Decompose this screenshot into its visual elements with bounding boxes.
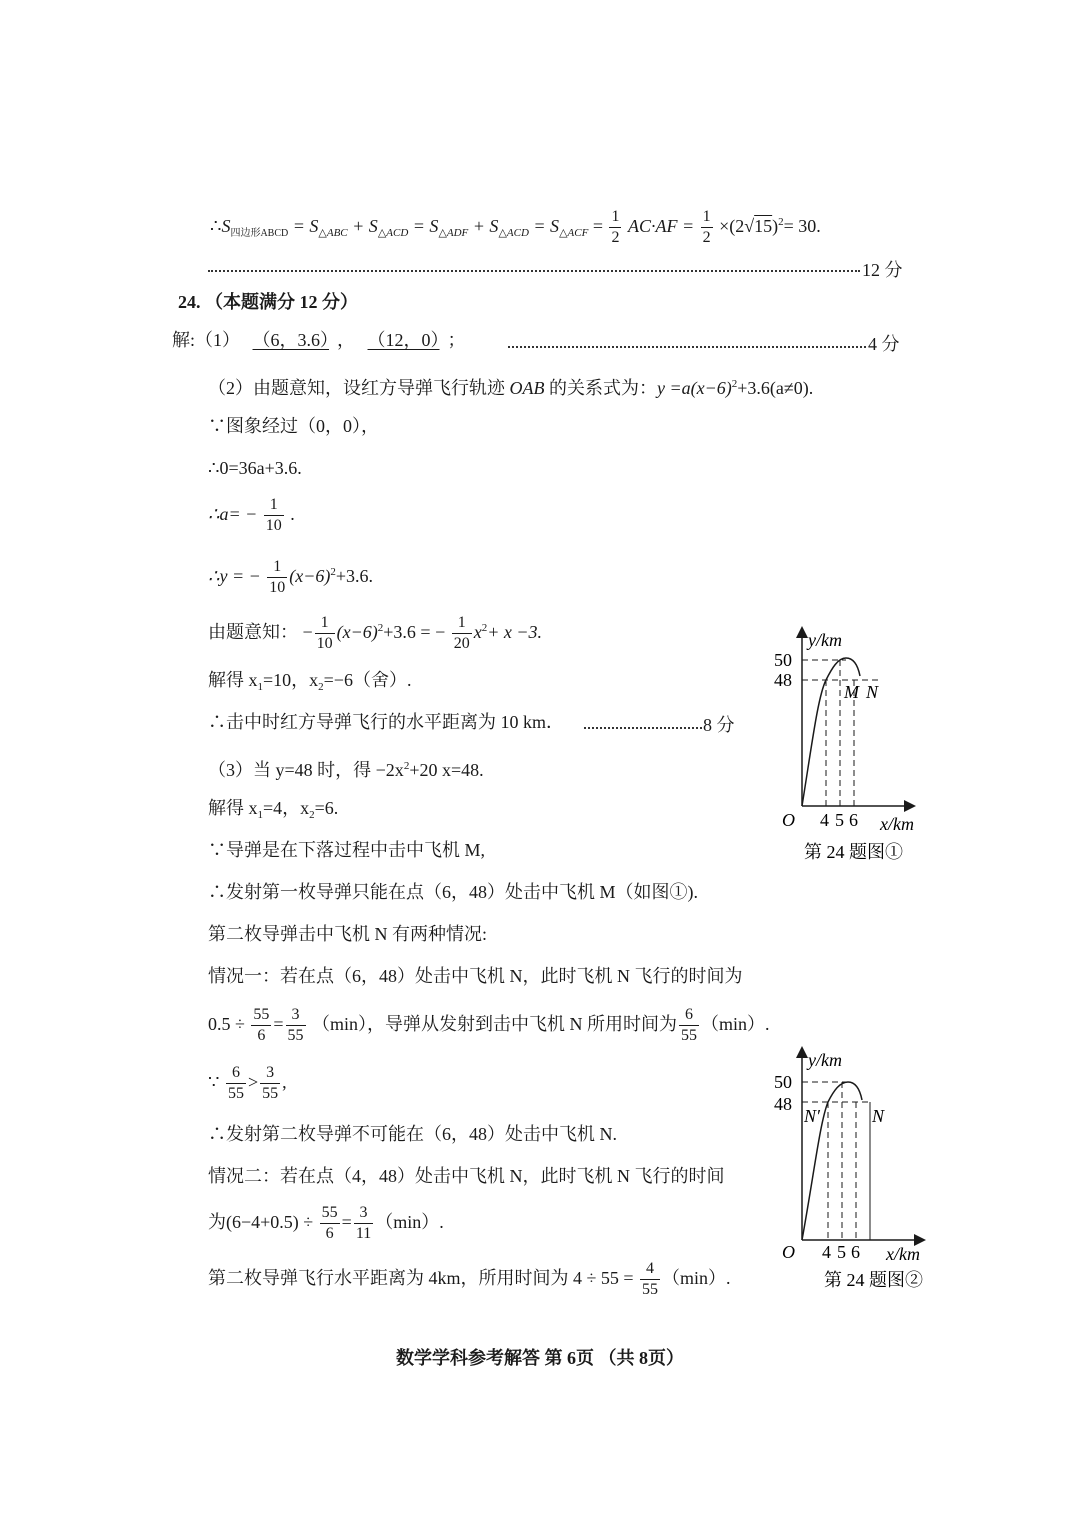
frac-num: 1 [315, 613, 335, 634]
point-m-label: M [844, 682, 859, 702]
c1-tail: （min）. [701, 1014, 770, 1034]
compare-times [208, 1060, 287, 1104]
x-axis-label: x/km [880, 814, 914, 834]
area-plus1: + S [352, 216, 378, 236]
frac-den: 55 [227, 1085, 244, 1103]
area-tail2: ) [772, 216, 779, 236]
tick-x4: 4 [820, 810, 829, 830]
fraction-c2a [320, 1203, 340, 1244]
cmp-tail: , [282, 1072, 287, 1092]
fraction-cmp1 [226, 1063, 246, 1104]
fraction-half-2 [701, 207, 713, 248]
a-tail: . [290, 504, 295, 524]
fraction-c2b [354, 1203, 373, 1244]
sqrt-value: 15 [754, 216, 773, 236]
dot-leader-8 [584, 727, 702, 729]
solve1-mid: =10，x [263, 670, 319, 690]
frac-den: 10 [265, 517, 282, 535]
last-pre: 第二枚导弹飞行水平距离为 4km，所用时间为 4 ÷ 55 = [208, 1268, 634, 1288]
area-eq1: = S [292, 216, 319, 236]
figure-2 [760, 1044, 950, 1294]
p3-sup: 2 [403, 760, 410, 772]
tick-50: 50 [774, 650, 792, 670]
cond-sup: 2 [377, 622, 384, 634]
frac-den: 11 [355, 1225, 372, 1243]
solve-x-first [208, 668, 411, 699]
p2-formula-tail: +3.6(a≠0). [737, 378, 814, 398]
figure-1 [760, 624, 950, 868]
answer-point-a: （6，3.6） [252, 330, 330, 350]
frac-num: 55 [320, 1203, 340, 1224]
cond-mid2: +3.6 = − [383, 622, 446, 642]
c2-pre: 为(6−4+0.5) ÷ [208, 1212, 314, 1232]
frac-den: 2 [611, 229, 620, 247]
score-8: 8 分 [703, 715, 735, 735]
second-missile-cases: 第二枚导弹击中飞机 N 有两种情况: [208, 924, 487, 944]
solve1-pre: 解得 x [208, 670, 258, 690]
fraction-cmp2 [260, 1063, 280, 1104]
area-sub-quad: 四边形ABCD [230, 228, 289, 239]
tick-x4: 4 [822, 1242, 831, 1262]
cond-tail: x [473, 622, 482, 642]
area-result: = 30. [783, 216, 821, 236]
frac-den: 55 [681, 1027, 698, 1045]
tick-x6: 6 [851, 1242, 860, 1262]
figure-2-caption: 第 24 题图② [824, 1270, 923, 1290]
first-missile: ∴发射第一枚导弹只能在点（6，48）处击中飞机 M（如图①). [208, 882, 698, 902]
c2-tail: （min）. [375, 1212, 444, 1232]
dot-leader-4 [508, 346, 866, 348]
tick-x6: 6 [849, 810, 858, 830]
part3-setup [208, 754, 484, 782]
frac-num: 1 [452, 613, 472, 634]
solve-x-second [208, 796, 338, 827]
frac-num: 6 [679, 1005, 699, 1026]
frac-den: 20 [453, 635, 470, 653]
frac-num: 6 [226, 1063, 246, 1084]
case-one-calc [208, 1002, 770, 1046]
case-two: 情况二：若在点（4，48）处击中飞机 N，此时飞机 N 飞行的时间 [208, 1166, 725, 1186]
y-sup: 2 [330, 566, 336, 578]
equation-zero: ∴0=36a+3.6. [208, 458, 302, 478]
cmp-gt: > [247, 1072, 259, 1092]
cond-tail2: + x −3. [487, 622, 543, 642]
solution-part1 [172, 328, 466, 352]
value-a [208, 492, 295, 536]
fraction-last [640, 1259, 660, 1300]
tick-48: 48 [774, 670, 792, 690]
area-acaf: AC·AF = [627, 216, 695, 236]
frac-num: 1 [609, 207, 621, 228]
fraction-y [267, 557, 287, 598]
last-line [208, 1256, 731, 1300]
p3-tail: +20 x=48. [409, 760, 484, 780]
solution-label: 解:（1） [172, 330, 241, 350]
frac-den: 55 [262, 1085, 279, 1103]
part2-setup [208, 372, 813, 400]
score-4: 4 分 [868, 334, 900, 354]
c1-eq: = [273, 1014, 284, 1034]
frac-den: 10 [316, 635, 333, 653]
y-axis-label: y/km [808, 1050, 842, 1070]
cond-mid: (x−6) [336, 622, 378, 642]
solve2-sub2: 2 [309, 809, 315, 821]
area-eq2: = S [412, 216, 439, 236]
tick-48: 48 [774, 1094, 792, 1114]
solve2-tail: =6. [314, 798, 339, 818]
cond-sup2: 2 [481, 622, 488, 634]
frac-den: 2 [702, 229, 711, 247]
fraction-c1c [679, 1005, 699, 1046]
area-square: 2 [778, 216, 784, 228]
frac-num: 55 [251, 1005, 271, 1026]
frac-num: 3 [354, 1203, 373, 1224]
y-tail2: +3.6. [335, 566, 374, 586]
page-footer: 数学学科参考解答 第 6页 （共 8页） [396, 1348, 684, 1368]
p3-pre: （3）当 y=48 时，得 −2x [208, 760, 404, 780]
sqrt-symbol: √ [744, 216, 755, 236]
c2-eq: = [341, 1212, 352, 1232]
area-equation [210, 204, 821, 252]
fraction-cond2 [452, 613, 472, 654]
area-plus2: + S [472, 216, 499, 236]
sub-abc: △ABC [318, 227, 348, 239]
solve1-sub2: 2 [318, 681, 324, 693]
cond-pre: 由题意知： [208, 622, 298, 642]
point-n-label: N [872, 1106, 885, 1126]
p2-sup: 2 [731, 378, 738, 390]
area-tail1: ×(2 [719, 216, 745, 236]
sub-acf: △ACF [559, 227, 589, 239]
point-n-prime-label: N′ [804, 1106, 820, 1126]
y-axis-label: y/km [808, 630, 842, 650]
solve2-mid: =4，x [263, 798, 310, 818]
point-n-label: N [866, 682, 879, 702]
score-12: 12 分 [862, 260, 903, 280]
frac-den: 6 [325, 1225, 334, 1243]
c1-mid: （min），导弹从发射到击中飞机 N 所用时间为 [312, 1014, 678, 1034]
cond-minus: − [302, 622, 313, 642]
frac-den: 55 [642, 1281, 659, 1299]
area-eq3: = S [533, 216, 560, 236]
cmp-pre: ∵ [208, 1072, 220, 1092]
sub-acd: △ACD [377, 227, 409, 239]
condition-equation [208, 606, 542, 654]
not-possible: ∴发射第二枚导弹不可能在（6，48）处击中飞机 N. [208, 1124, 617, 1144]
p2-mid: 的关系式为： [549, 378, 657, 398]
origin-label: O [782, 1242, 795, 1262]
frac-num: 1 [701, 207, 713, 228]
frac-num: 1 [264, 495, 284, 516]
question-24-heading: 24. （本题满分 12 分） [178, 292, 358, 312]
solve2-sub1: 1 [257, 809, 263, 821]
sub-adf: △ADF [438, 227, 469, 239]
area-s: S [221, 216, 231, 236]
frac-den: 55 [287, 1027, 304, 1045]
a-pre: ∴a= − [208, 504, 258, 524]
frac-num: 3 [260, 1063, 280, 1084]
fraction-half [609, 207, 621, 248]
solve2-pre: 解得 x [208, 798, 258, 818]
p2-formula: y =a(x−6) [657, 378, 732, 398]
semicolon: ； [447, 330, 466, 350]
frac-num: 4 [640, 1259, 660, 1280]
comma: ， [337, 330, 356, 350]
equation-y [208, 550, 373, 598]
p2-oab: OAB [509, 378, 545, 398]
sub-acd2: △ACD [498, 227, 529, 239]
fraction-cond1 [315, 613, 335, 654]
dot-leader-12 [208, 270, 860, 272]
tick-x5: 5 [837, 1242, 846, 1262]
case-two-calc [208, 1200, 444, 1244]
solve1-tail: =−6（舍）. [323, 670, 412, 690]
frac-den: 10 [269, 579, 286, 597]
case-one: 情况一：若在点（6，48）处击中飞机 N，此时飞机 N 飞行的时间为 [208, 966, 743, 986]
trajectory-curve [802, 658, 860, 806]
because-origin: ∵图象经过（0，0）， [208, 416, 379, 436]
tick-x5: 5 [835, 810, 844, 830]
y-pre: ∴y = − [208, 566, 261, 586]
x-axis-label: x/km [886, 1244, 920, 1264]
frac-num: 1 [267, 557, 287, 578]
figure-1-caption: 第 24 题图① [804, 842, 903, 862]
area-eq4: = [592, 216, 603, 236]
fraction-c1b [286, 1005, 306, 1046]
answer-point-b: （12，0） [367, 330, 440, 350]
solve1-sub1: 1 [257, 681, 263, 693]
hit-distance: ∴击中时红方导弹飞行的水平距离为 10 km． [208, 712, 564, 732]
c1-pre: 0.5 ÷ [208, 1014, 245, 1034]
frac-den: 6 [257, 1027, 266, 1045]
last-tail: （min）. [662, 1268, 731, 1288]
fraction-c1a [251, 1005, 271, 1046]
y-tail: (x−6) [289, 566, 331, 586]
origin-label: O [782, 810, 795, 830]
fraction-a [264, 495, 284, 536]
p2-pre: （2）由题意知，设红方导弹飞行轨迹 [208, 378, 505, 398]
therefore-symbol: ∴ [210, 216, 222, 236]
because-falling: ∵导弹是在下落过程中击中飞机 M, [208, 840, 486, 860]
frac-num: 3 [286, 1005, 306, 1026]
tick-50: 50 [774, 1072, 792, 1092]
